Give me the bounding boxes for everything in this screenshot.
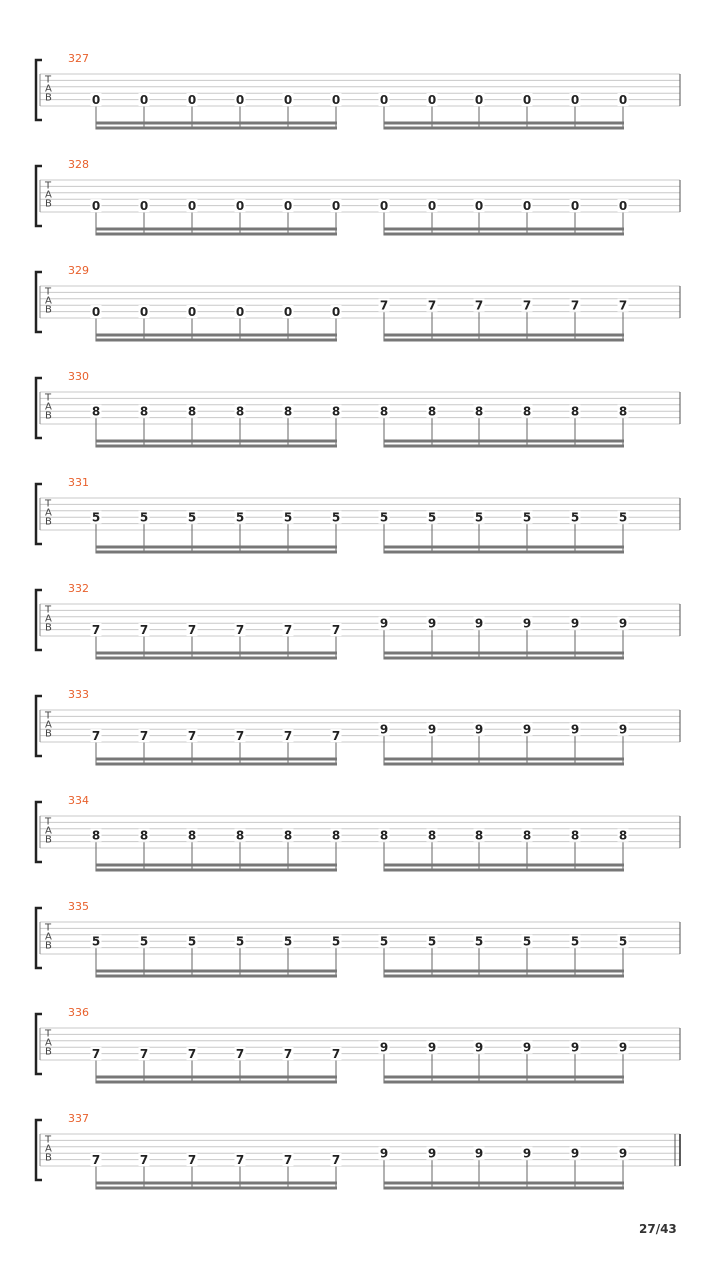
tab-clef-letter: A bbox=[45, 83, 52, 95]
beam bbox=[384, 1081, 624, 1084]
fret-number: 9 bbox=[522, 1146, 532, 1161]
tab-clef-letter: A bbox=[45, 507, 52, 519]
fret-number: 0 bbox=[187, 198, 197, 213]
fret-number: 5 bbox=[187, 510, 197, 525]
fret-number: 5 bbox=[187, 934, 197, 949]
tab-clef-letter: B bbox=[45, 410, 52, 422]
system-bracket bbox=[36, 166, 42, 226]
fret-number: 9 bbox=[570, 1146, 580, 1161]
beam bbox=[384, 339, 624, 342]
fret-number: 7 bbox=[139, 1152, 149, 1167]
fret-number: 9 bbox=[618, 1146, 628, 1161]
fret-number: 0 bbox=[91, 198, 101, 213]
system-bracket bbox=[36, 1014, 42, 1074]
bar-number: 337 bbox=[68, 1112, 89, 1125]
beam bbox=[384, 869, 624, 872]
fret-number: 8 bbox=[474, 404, 484, 419]
beam bbox=[96, 869, 337, 872]
tab-clef-letter: B bbox=[45, 1046, 52, 1058]
fret-number: 8 bbox=[474, 828, 484, 843]
fret-number: 5 bbox=[427, 510, 437, 525]
fret-number: 9 bbox=[427, 1040, 437, 1055]
fret-number: 5 bbox=[235, 510, 245, 525]
fret-number: 8 bbox=[522, 828, 532, 843]
fret-number: 0 bbox=[570, 92, 580, 107]
fret-number: 5 bbox=[522, 510, 532, 525]
fret-number: 7 bbox=[331, 1046, 341, 1061]
tab-system bbox=[36, 158, 680, 236]
tab-clef-letter: B bbox=[45, 728, 52, 740]
tab-clef-letter: A bbox=[45, 931, 52, 943]
fret-number: 5 bbox=[379, 934, 389, 949]
tab-system bbox=[36, 582, 680, 660]
tab-clef-letter: A bbox=[45, 825, 52, 837]
tab-system bbox=[36, 1112, 680, 1190]
system-bracket bbox=[36, 590, 42, 650]
fret-number: 9 bbox=[427, 722, 437, 737]
bar-number: 328 bbox=[68, 158, 89, 171]
system-bracket bbox=[36, 802, 42, 862]
fret-number: 0 bbox=[474, 198, 484, 213]
fret-number: 7 bbox=[187, 728, 197, 743]
tab-clef-letter: T bbox=[45, 816, 52, 828]
beam bbox=[384, 440, 624, 443]
fret-number: 9 bbox=[474, 1040, 484, 1055]
fret-number: 0 bbox=[235, 304, 245, 319]
fret-number: 9 bbox=[522, 616, 532, 631]
fret-number: 8 bbox=[427, 828, 437, 843]
beam bbox=[96, 440, 337, 443]
beam bbox=[96, 233, 337, 236]
fret-number: 0 bbox=[187, 92, 197, 107]
fret-number: 7 bbox=[618, 298, 628, 313]
fret-number: 8 bbox=[283, 404, 293, 419]
fret-number: 8 bbox=[379, 828, 389, 843]
system-bracket bbox=[36, 1120, 42, 1180]
beam bbox=[384, 652, 624, 655]
fret-number: 7 bbox=[379, 298, 389, 313]
fret-number: 8 bbox=[283, 828, 293, 843]
fret-number: 0 bbox=[331, 304, 341, 319]
tab-clef-letter: T bbox=[45, 74, 52, 86]
tab-clef-letter: T bbox=[45, 498, 52, 510]
fret-number: 9 bbox=[618, 616, 628, 631]
fret-number: 7 bbox=[331, 622, 341, 637]
tab-clef-letter: T bbox=[45, 604, 52, 616]
fret-number: 7 bbox=[474, 298, 484, 313]
fret-number: 7 bbox=[283, 1152, 293, 1167]
fret-number: 0 bbox=[139, 92, 149, 107]
beam bbox=[384, 975, 624, 978]
tab-clef-letter: T bbox=[45, 1028, 52, 1040]
fret-number: 5 bbox=[235, 934, 245, 949]
fret-number: 7 bbox=[427, 298, 437, 313]
tab-clef-letter: B bbox=[45, 92, 52, 104]
fret-number: 5 bbox=[331, 934, 341, 949]
fret-number: 8 bbox=[331, 828, 341, 843]
tab-clef-letter: A bbox=[45, 401, 52, 413]
beam bbox=[384, 334, 624, 337]
fret-number: 7 bbox=[283, 622, 293, 637]
tab-clef-letter: A bbox=[45, 719, 52, 731]
fret-number: 0 bbox=[427, 92, 437, 107]
fret-number: 7 bbox=[187, 622, 197, 637]
fret-number: 8 bbox=[235, 404, 245, 419]
fret-number: 8 bbox=[187, 404, 197, 419]
fret-number: 0 bbox=[379, 198, 389, 213]
bar-number: 327 bbox=[68, 52, 89, 65]
fret-number: 5 bbox=[474, 934, 484, 949]
beam bbox=[96, 1081, 337, 1084]
fret-number: 9 bbox=[379, 616, 389, 631]
fret-number: 0 bbox=[618, 198, 628, 213]
fret-number: 7 bbox=[283, 728, 293, 743]
tab-system bbox=[36, 370, 680, 448]
fret-number: 7 bbox=[331, 1152, 341, 1167]
fret-number: 8 bbox=[139, 404, 149, 419]
fret-number: 8 bbox=[570, 404, 580, 419]
beam bbox=[96, 546, 337, 549]
fret-number: 7 bbox=[139, 622, 149, 637]
fret-number: 9 bbox=[474, 1146, 484, 1161]
fret-number: 8 bbox=[522, 404, 532, 419]
fret-number: 7 bbox=[91, 728, 101, 743]
fret-number: 7 bbox=[139, 728, 149, 743]
fret-number: 0 bbox=[187, 304, 197, 319]
beam bbox=[384, 1182, 624, 1185]
fret-number: 0 bbox=[235, 198, 245, 213]
tab-system bbox=[36, 52, 680, 130]
fret-number: 5 bbox=[618, 934, 628, 949]
beam bbox=[96, 1182, 337, 1185]
tab-clef-letter: T bbox=[45, 1134, 52, 1146]
beam bbox=[384, 122, 624, 125]
fret-number: 7 bbox=[235, 622, 245, 637]
tab-system bbox=[36, 794, 680, 872]
beam bbox=[384, 1076, 624, 1079]
beam bbox=[384, 1187, 624, 1190]
fret-number: 9 bbox=[570, 722, 580, 737]
tab-clef-letter: B bbox=[45, 834, 52, 846]
tab-system bbox=[36, 1006, 680, 1084]
fret-number: 5 bbox=[331, 510, 341, 525]
system-bracket bbox=[36, 378, 42, 438]
tab-clef-letter: T bbox=[45, 710, 52, 722]
beam bbox=[384, 546, 624, 549]
beam bbox=[384, 127, 624, 130]
fret-number: 7 bbox=[91, 1152, 101, 1167]
fret-number: 5 bbox=[91, 510, 101, 525]
fret-number: 7 bbox=[283, 1046, 293, 1061]
fret-number: 9 bbox=[379, 722, 389, 737]
fret-number: 0 bbox=[427, 198, 437, 213]
fret-number: 0 bbox=[91, 304, 101, 319]
tab-clef-letter: A bbox=[45, 1143, 52, 1155]
tab-system bbox=[36, 264, 680, 342]
fret-number: 8 bbox=[379, 404, 389, 419]
system-bracket bbox=[36, 696, 42, 756]
fret-number: 0 bbox=[379, 92, 389, 107]
tab-clef-letter: A bbox=[45, 189, 52, 201]
fret-number: 7 bbox=[187, 1152, 197, 1167]
tab-clef-letter: B bbox=[45, 622, 52, 634]
fret-number: 0 bbox=[139, 198, 149, 213]
bar-number: 335 bbox=[68, 900, 89, 913]
fret-number: 5 bbox=[379, 510, 389, 525]
beam bbox=[96, 1187, 337, 1190]
beam bbox=[384, 970, 624, 973]
fret-number: 5 bbox=[139, 510, 149, 525]
tab-system bbox=[36, 688, 680, 766]
fret-number: 8 bbox=[235, 828, 245, 843]
tab-clef-letter: T bbox=[45, 286, 52, 298]
fret-number: 0 bbox=[331, 198, 341, 213]
fret-number: 0 bbox=[618, 92, 628, 107]
fret-number: 9 bbox=[427, 616, 437, 631]
beam bbox=[384, 758, 624, 761]
tab-clef-letter: B bbox=[45, 516, 52, 528]
beam bbox=[384, 445, 624, 448]
beam bbox=[96, 975, 337, 978]
fret-number: 9 bbox=[570, 616, 580, 631]
beam bbox=[96, 763, 337, 766]
fret-number: 0 bbox=[474, 92, 484, 107]
fret-number: 8 bbox=[427, 404, 437, 419]
fret-number: 8 bbox=[139, 828, 149, 843]
fret-number: 5 bbox=[474, 510, 484, 525]
fret-number: 7 bbox=[235, 1152, 245, 1167]
fret-number: 7 bbox=[331, 728, 341, 743]
fret-number: 0 bbox=[570, 198, 580, 213]
fret-number: 7 bbox=[187, 1046, 197, 1061]
beam bbox=[96, 334, 337, 337]
fret-number: 8 bbox=[331, 404, 341, 419]
fret-number: 7 bbox=[139, 1046, 149, 1061]
beam bbox=[384, 551, 624, 554]
fret-number: 7 bbox=[522, 298, 532, 313]
fret-number: 5 bbox=[139, 934, 149, 949]
fret-number: 7 bbox=[570, 298, 580, 313]
fret-number: 5 bbox=[283, 934, 293, 949]
fret-number: 7 bbox=[235, 728, 245, 743]
tab-clef-letter: B bbox=[45, 1152, 52, 1164]
tab-clef-letter: T bbox=[45, 392, 52, 404]
fret-number: 0 bbox=[139, 304, 149, 319]
beam bbox=[96, 445, 337, 448]
beam bbox=[96, 551, 337, 554]
fret-number: 9 bbox=[427, 1146, 437, 1161]
fret-number: 9 bbox=[474, 722, 484, 737]
fret-number: 9 bbox=[474, 616, 484, 631]
system-bracket bbox=[36, 484, 42, 544]
tab-clef-letter: B bbox=[45, 940, 52, 952]
bar-number: 334 bbox=[68, 794, 89, 807]
bar-number: 331 bbox=[68, 476, 89, 489]
beam bbox=[384, 864, 624, 867]
fret-number: 0 bbox=[522, 198, 532, 213]
fret-number: 0 bbox=[91, 92, 101, 107]
system-bracket bbox=[36, 272, 42, 332]
fret-number: 8 bbox=[187, 828, 197, 843]
beam bbox=[96, 758, 337, 761]
fret-number: 7 bbox=[91, 622, 101, 637]
fret-number: 8 bbox=[570, 828, 580, 843]
fret-number: 5 bbox=[618, 510, 628, 525]
system-bracket bbox=[36, 60, 42, 120]
fret-number: 8 bbox=[91, 404, 101, 419]
tab-clef-letter: B bbox=[45, 304, 52, 316]
fret-number: 8 bbox=[618, 404, 628, 419]
fret-number: 5 bbox=[91, 934, 101, 949]
fret-number: 8 bbox=[91, 828, 101, 843]
fret-number: 7 bbox=[235, 1046, 245, 1061]
fret-number: 9 bbox=[379, 1040, 389, 1055]
fret-number: 9 bbox=[379, 1146, 389, 1161]
tab-system bbox=[36, 900, 680, 978]
fret-number: 9 bbox=[522, 1040, 532, 1055]
beam bbox=[96, 122, 337, 125]
beam bbox=[384, 233, 624, 236]
beam bbox=[384, 657, 624, 660]
beam bbox=[96, 228, 337, 231]
beam bbox=[96, 1076, 337, 1079]
fret-number: 5 bbox=[522, 934, 532, 949]
fret-number: 7 bbox=[91, 1046, 101, 1061]
page-number: 27/43 bbox=[639, 1222, 677, 1236]
beam bbox=[384, 228, 624, 231]
bar-number: 329 bbox=[68, 264, 89, 277]
beam bbox=[96, 339, 337, 342]
tab-clef-letter: T bbox=[45, 922, 52, 934]
tab-clef-letter: B bbox=[45, 198, 52, 210]
tab-clef-letter: A bbox=[45, 295, 52, 307]
fret-number: 0 bbox=[283, 92, 293, 107]
beam bbox=[96, 652, 337, 655]
beam bbox=[96, 970, 337, 973]
fret-number: 5 bbox=[283, 510, 293, 525]
tab-clef-letter: T bbox=[45, 180, 52, 192]
fret-number: 9 bbox=[618, 722, 628, 737]
fret-number: 0 bbox=[522, 92, 532, 107]
tab-clef-letter: A bbox=[45, 613, 52, 625]
fret-number: 9 bbox=[618, 1040, 628, 1055]
beam bbox=[96, 657, 337, 660]
fret-number: 5 bbox=[570, 934, 580, 949]
fret-number: 0 bbox=[331, 92, 341, 107]
beam bbox=[96, 864, 337, 867]
bar-number: 333 bbox=[68, 688, 89, 701]
fret-number: 0 bbox=[235, 92, 245, 107]
fret-number: 0 bbox=[283, 304, 293, 319]
fret-number: 9 bbox=[570, 1040, 580, 1055]
bar-number: 332 bbox=[68, 582, 89, 595]
bar-number: 336 bbox=[68, 1006, 89, 1019]
bar-number: 330 bbox=[68, 370, 89, 383]
fret-number: 0 bbox=[283, 198, 293, 213]
beam bbox=[384, 763, 624, 766]
fret-number: 5 bbox=[570, 510, 580, 525]
system-bracket bbox=[36, 908, 42, 968]
fret-number: 5 bbox=[427, 934, 437, 949]
fret-number: 8 bbox=[618, 828, 628, 843]
fret-number: 9 bbox=[522, 722, 532, 737]
tab-system bbox=[36, 476, 680, 554]
beam bbox=[96, 127, 337, 130]
tab-clef-letter: A bbox=[45, 1037, 52, 1049]
